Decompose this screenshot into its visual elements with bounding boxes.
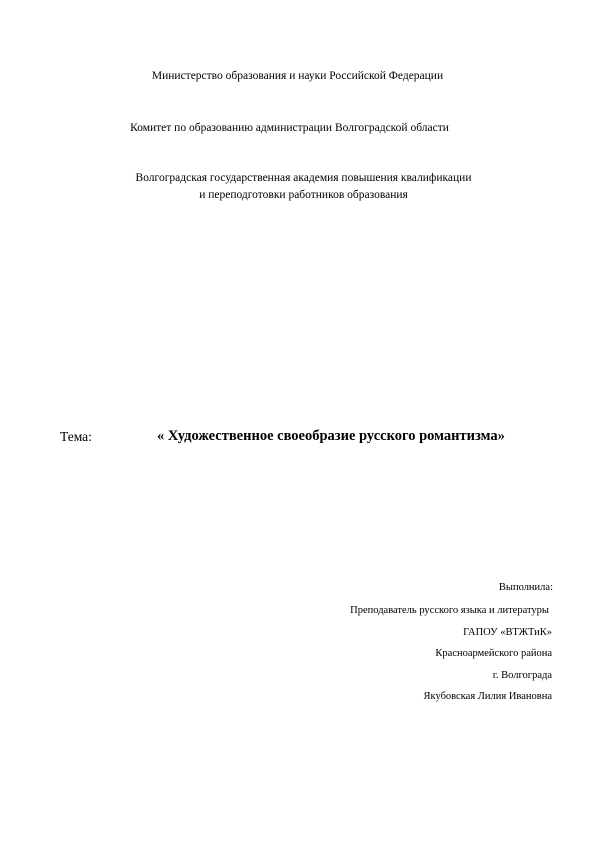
author-name: Якубовская Лилия Ивановна [423, 691, 552, 702]
committee-heading: Комитет по образованию администрации Волгоградской области [130, 122, 449, 134]
academy-heading-line-2: и переподготовки работников образования [199, 189, 408, 201]
author-position: Преподаватель русского языка и литературы [350, 605, 549, 616]
theme-label: Тема: [60, 429, 92, 444]
ministry-heading: Министерство образования и науки Российской Федерации [151, 70, 444, 82]
author-city: г. Волгограда [492, 670, 552, 681]
author-performed-by: Выполнила: [498, 582, 553, 593]
author-institution: ГАПОУ «ВТЖТиК» [463, 627, 552, 638]
theme-title: « Художественное своеобразие русского романтизма» [157, 428, 505, 444]
academy-heading-line-1: Волгоградская государственная академия повышения квалификации [135, 172, 472, 184]
author-district: Красноармейского района [435, 648, 552, 659]
